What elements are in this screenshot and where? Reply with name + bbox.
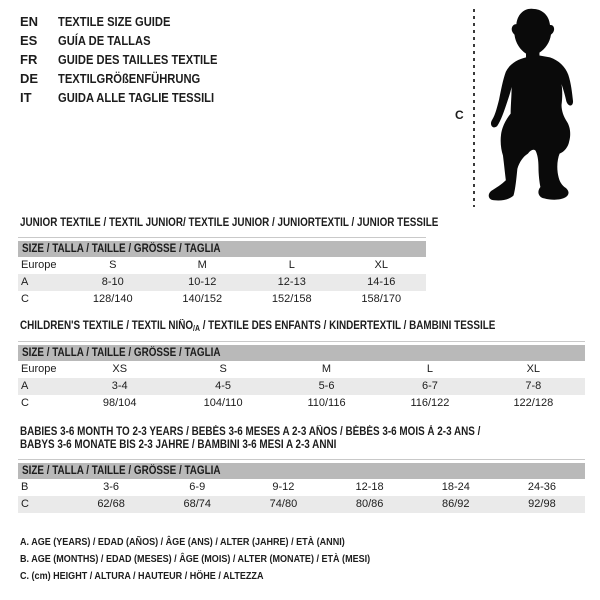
table-row-age-months [18, 479, 585, 496]
size-cell: M [321, 363, 332, 375]
legend [20, 534, 427, 586]
legend-line-b [20, 551, 427, 568]
height-cell: 116/122 [410, 397, 450, 409]
height-cell: 68/74 [183, 498, 212, 510]
age-cell: 10-12 [188, 276, 217, 288]
age-cell: 12-18 [355, 481, 384, 493]
section-title-children-text: CHILDREN'S TEXTILE / TEXTIL $NIÑO_{/A}$ / TEXTILE DES ENFANTS / KINDERTEXTIL / BAMBINI TESSILE [20, 320, 496, 333]
table-top-rule [18, 237, 426, 238]
table-header-bar [18, 345, 585, 361]
language-title-list [20, 12, 243, 107]
table-top-rule [18, 459, 585, 460]
row-label: C [21, 498, 29, 510]
height-cell: 110/116 [307, 397, 346, 409]
row-label: B [21, 481, 29, 493]
row-label: Europe [21, 259, 57, 271]
height-cell: 158/170 [361, 293, 402, 305]
height-cell: 86/92 [442, 498, 470, 510]
height-dashed-line [473, 9, 475, 207]
legend-text: C. (cm) HEIGHT / ALTURA / HAUTEUR / HÖHE / ALTEZZA [20, 570, 264, 583]
height-cell: 98/104 [102, 397, 137, 409]
row-label: Europe [21, 363, 57, 375]
age-cell: 12-13 [277, 276, 306, 288]
section-title-babies [20, 426, 555, 452]
size-cell: XL [374, 259, 388, 271]
row-label: C [21, 397, 29, 409]
age-cell: 14-16 [367, 276, 396, 288]
height-cell: 128/140 [92, 293, 133, 305]
height-cell: 122/128 [513, 397, 554, 409]
children-size-table [18, 341, 585, 412]
height-cell: 104/110 [203, 397, 243, 409]
size-cell: XS [112, 363, 128, 375]
language-code: DE [20, 71, 39, 86]
size-cell: M [197, 259, 207, 271]
table-header-bar [18, 463, 585, 479]
table-row-europe [18, 361, 585, 378]
title-subscript: /A [193, 324, 200, 333]
age-cell: 3-6 [103, 481, 120, 493]
language-row-en [20, 12, 243, 31]
age-cell: 6-9 [189, 481, 206, 493]
section-title-junior-text: JUNIOR TEXTILE / TEXTIL JUNIOR/ TEXTILE JUNIOR / JUNIORTEXTIL / JUNIOR TESSILE [20, 217, 439, 229]
size-cell: S [109, 259, 117, 271]
size-cell: XL [526, 363, 541, 375]
language-code: ES [20, 33, 38, 48]
age-cell: 6-7 [421, 380, 438, 392]
table-top-rule [18, 341, 585, 342]
page-title: TEXTILE SIZE GUIDE [58, 14, 171, 29]
table-row-height [18, 291, 426, 308]
height-cell: 62/68 [97, 498, 125, 510]
row-label: A [21, 380, 29, 392]
table-header-label: SIZE / TALLA / TAILLE / GRÖSSE / TAGLIA [22, 243, 221, 255]
legend-text: A. AGE (YEARS) / EDAD (AÑOS) / ÂGE (ANS) / ALTER (JAHRE) / ETÀ (ANNI) [20, 536, 345, 548]
page-title: GUIDA ALLE TAGLIE TESSILI [58, 90, 215, 105]
section-title-babies-line1: BABIES 3-6 MONTH TO 2-3 YEARS / BEBÉS 3-6 MESES A 2-3 AÑOS / BÉBÉS 3-6 MOIS À 2-3 ANS / [20, 426, 481, 438]
language-code: EN [20, 14, 39, 29]
height-cell: 140/152 [182, 293, 223, 305]
size-cell: S [219, 363, 227, 375]
language-row-it [20, 88, 243, 107]
page-title: GUIDE DES TAILLES TEXTILE [58, 52, 218, 67]
row-label: C [21, 293, 29, 305]
section-title-junior [20, 217, 506, 230]
table-row-height [18, 496, 585, 513]
junior-size-table [18, 237, 426, 308]
table-row-europe [18, 257, 426, 274]
language-row-de [20, 69, 243, 88]
section-title-babies-line2: BABYS 3-6 MONATE BIS 2-3 JAHRE / BAMBINI 3-6 MESI A 2-3 ANNI [20, 439, 337, 451]
table-row-age [18, 274, 426, 291]
height-cell: 74/80 [269, 498, 298, 510]
language-code: IT [20, 90, 32, 105]
section-title-children [20, 320, 573, 335]
table-row-age [18, 378, 585, 395]
table-header-label: SIZE / TALLA / TAILLE / GRÖSSE / TAGLIA [22, 347, 221, 359]
height-cell: 152/158 [271, 293, 312, 305]
row-label: A [21, 276, 29, 288]
age-cell: 8-10 [101, 276, 124, 288]
babies-size-table [18, 459, 585, 513]
legend-line-c [20, 568, 427, 585]
legend-line-a [20, 534, 427, 551]
size-cell: L [288, 259, 295, 271]
age-cell: 7-8 [525, 380, 542, 392]
legend-text: B. AGE (MONTHS) / EDAD (MESES) / ÂGE (MOIS) / ALTER (MONATE) / ETÀ (MESI) [20, 553, 371, 566]
height-cell: 80/86 [355, 498, 384, 510]
age-cell: 3-4 [111, 380, 128, 392]
toddler-silhouette-icon [478, 6, 574, 206]
age-cell: 5-6 [318, 380, 335, 392]
height-cell: 92/98 [528, 498, 556, 510]
table-header-bar [18, 241, 426, 257]
table-row-height [18, 395, 585, 412]
table-header-label: SIZE / TALLA / TAILLE / GRÖSSE / TAGLIA [22, 465, 221, 477]
height-measure-label: C [455, 108, 464, 122]
page-title: TEXTILGRÖßENFÜHRUNG [58, 71, 201, 86]
age-cell: 18-24 [441, 481, 470, 493]
size-cell: L [426, 363, 433, 375]
age-cell: 4-5 [215, 380, 232, 392]
age-cell: 9-12 [272, 481, 295, 493]
language-code: FR [20, 52, 38, 67]
page-title: GUÍA DE TALLAS [58, 33, 151, 48]
language-row-es [20, 31, 243, 50]
age-cell: 24-36 [527, 481, 557, 493]
language-row-fr [20, 50, 243, 69]
